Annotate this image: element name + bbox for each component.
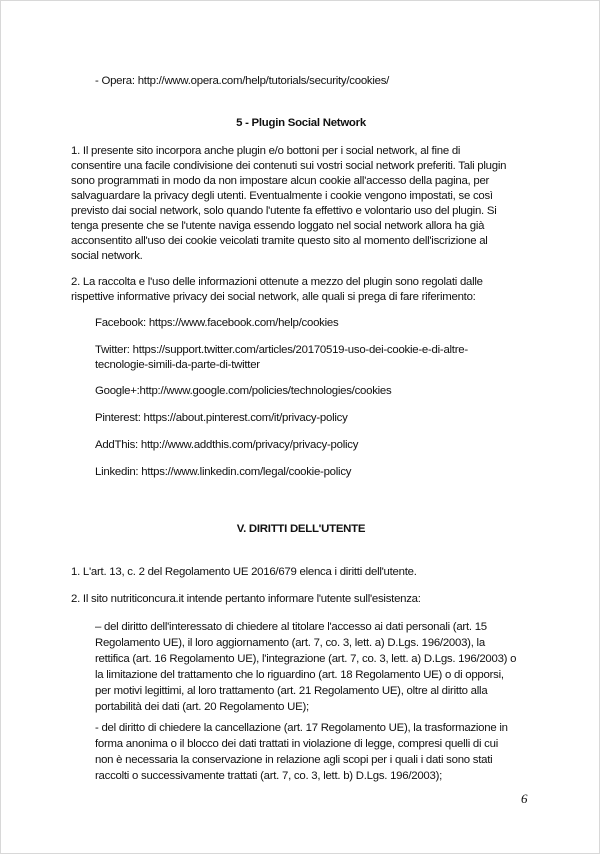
section-heading-user-rights: V. DIRITTI DELL'UTENTE <box>236 523 366 535</box>
text-line: rettifica (art. 16 Regolamento UE), l'integrazione (art. 7, co. 3, lett. a) D.Lgs. 196/2003) o <box>95 653 517 665</box>
section-heading-plugin-social: 5 - Plugin Social Network <box>236 117 366 129</box>
text-line: per motivi legittimi, al loro trattamento (art. 21 Regolamento UE), oltre al diritto alla <box>95 685 488 697</box>
text-line: la limitazione del trattamento che lo riguardino (art. 18 Regolamento UE) o di opporsi, <box>95 669 504 681</box>
text-line: – del diritto dell'interessato di chiedere al titolare l'accesso ai dati personali (art. 15 <box>95 621 487 633</box>
text-line: portabilità dei dati (art. 20 Regolamento UE); <box>95 701 309 713</box>
pinterest-policy-link: Pinterest: https://about.pinterest.com/it/privacy-policy <box>95 412 348 424</box>
text-line: salvaguardare la privacy degli utenti. Eventualmente i cookie vengono impostati, se così <box>71 190 493 202</box>
text-line: non è necessaria la conservazione in relazione agli scopi per i quali i dati sono stati <box>95 754 493 766</box>
text-line: Regolamento UE), il loro aggiornamento (art. 7, co. 3, lett. a) D.Lgs. 196/2003), la <box>95 637 485 649</box>
text-line: previsto dai social network, solo quando l'utente fa effettivo e volontario uso del plugin. Si <box>71 205 497 217</box>
opera-cookie-link: - Opera: http://www.opera.com/help/tutorials/security/cookies/ <box>95 75 390 87</box>
text-line: - del diritto di chiedere la cancellazione (art. 17 Regolamento UE), la trasformazione in <box>95 722 508 734</box>
linkedin-policy-link: Linkedin: https://www.linkedin.com/legal/cookie-policy <box>95 466 352 478</box>
google-policy-link: Google+:http://www.google.com/policies/technologies/cookies <box>95 385 392 397</box>
page-number: 6 <box>521 791 528 806</box>
text-line: sono programmati in modo da non impostare alcun cookie all'accesso della pagina, per <box>71 175 490 187</box>
twitter-policy-link: Twitter: https://support.twitter.com/articles/20170519-uso-dei-cookie-e-di-altre- <box>95 344 468 356</box>
text-line: 2. La raccolta e l'uso delle informazioni ottenute a mezzo del plugin sono regolati dalle <box>71 276 483 288</box>
rights-item-1: 1. L'art. 13, c. 2 del Regolamento UE 2016/679 elenca i diritti dell'utente. <box>71 566 417 578</box>
twitter-policy-link-cont: tecnologie-simili-da-parte-di-twitter <box>95 359 260 371</box>
text-line: raccolti o successivamente trattati (art. 7, co. 3, lett. b) D.Lgs. 196/2003); <box>95 770 443 782</box>
text-line: 1. Il presente sito incorpora anche plugin e/o bottoni per i social network, al fine di <box>71 145 461 157</box>
text-line: acconsentito all'uso dei cookie veicolati tramite questo sito al momento dell'iscrizione al <box>71 235 488 247</box>
text-line: forma anonima o il blocco dei dati trattati in violazione di legge, compresi quelli di cui <box>95 738 498 750</box>
text-line: rispettive informative privacy dei social network, alle quali si prega di fare riferimento: <box>71 291 476 303</box>
facebook-policy-link: Facebook: https://www.facebook.com/help/cookies <box>95 317 339 329</box>
text-line: social network. <box>71 250 143 262</box>
text-line: tenga presente che se l'utente naviga essendo loggato nel social network allora ha già <box>71 220 485 232</box>
rights-item-2: 2. Il sito nutriticoncura.it intende pertanto informare l'utente sull'esistenza: <box>71 593 421 605</box>
addthis-policy-link: AddThis: http://www.addthis.com/privacy/privacy-policy <box>95 439 359 451</box>
text-line: consentire una facile condivisione dei contenuti sui vostri social network preferiti. Tali plugin <box>71 160 507 172</box>
